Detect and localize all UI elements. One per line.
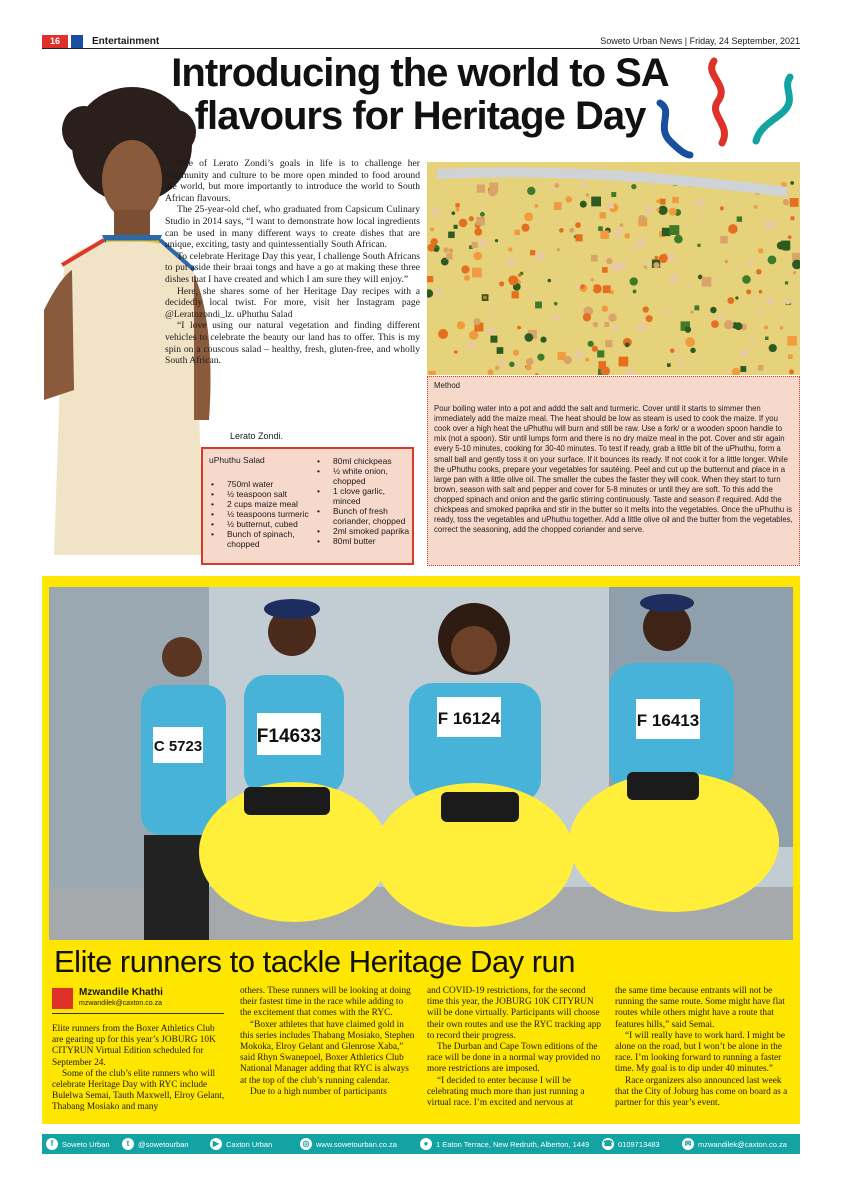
- youtube-icon: ▶: [210, 1138, 222, 1150]
- ingredients-column-1: [209, 479, 309, 549]
- feature-paragraph: Due to a high number of participants: [250, 1086, 387, 1097]
- author-rule: [52, 1013, 224, 1014]
- article-headline: Introducing the world to SA flavours for Heritage Day: [171, 51, 669, 138]
- intro-paragraph: The 25-year-old chef, who graduated from Capsicum Culinary Studio in 2014 says, “I want to demonstrate how local ingredients can be used in many different ways to create dishes that are unique, exciting, tasty and quintessentially South African.: [165, 204, 420, 251]
- race-bib: C 5723: [153, 738, 203, 755]
- method-title: Method: [434, 381, 461, 390]
- ingredients-box: [201, 447, 414, 565]
- runners-photo: [49, 587, 793, 940]
- race-bib: F 16413: [636, 711, 700, 730]
- feature-column-4: [615, 986, 793, 1109]
- footer-youtube[interactable]: [210, 1137, 272, 1151]
- feature-headline: Elite runners to tackle Heritage Day run: [54, 944, 576, 979]
- footer-twitter[interactable]: [122, 1137, 189, 1151]
- page-number: 16: [42, 35, 68, 48]
- portrait-caption: Lerato Zondi.: [230, 431, 284, 441]
- feature-column-2: [240, 986, 415, 1098]
- ingredient-item: • 2 cups maize meal: [209, 499, 309, 509]
- author-name: Mzwandile Khathi: [79, 987, 163, 998]
- intro-text: [165, 158, 420, 367]
- race-bib: F14633: [256, 726, 322, 747]
- ingredients-column-2: [315, 456, 413, 546]
- ingredient-item: • Bunch of spinach, chopped: [209, 529, 309, 549]
- feature-paragraph: The Durban and Cape Town editions of the race will be done in a normal way provided no more restrictions are imposed.: [427, 1042, 601, 1075]
- feature-paragraph: “Boxer athletes that have claimed gold in this series includes Thabang Mosiako, Stephen Mokoka, Elroy Gelant and Glenrose Xaba,” said Rhyn Swanepoel, Boxer Athletics Club National Manager adding that RYC is always at the top of the club’s running calendar.: [240, 1019, 415, 1086]
- email-label: mzwandilek@caxton.co.za: [698, 1139, 787, 1149]
- feature-paragraph: others. These runners will be looking at doing their fastest time in the race while adding to the excitement that comes with the RYC.: [240, 986, 411, 1019]
- phone-label: 0109713483: [618, 1139, 660, 1149]
- facebook-label: Soweto Urban: [62, 1139, 110, 1149]
- youtube-label: Caxton Urban: [226, 1139, 273, 1149]
- ingredient-item: • ½ teaspoons turmeric: [209, 509, 309, 519]
- footer-bar: [42, 1134, 800, 1154]
- website-label: www.sowetourban.co.za: [316, 1139, 397, 1149]
- ingredient-item: • ½ butternut, cubed: [209, 519, 309, 529]
- dateline: Soweto Urban News | Friday, 24 September, 2021: [600, 36, 800, 46]
- feature-paragraph: Some of the club’s elite runners who will celebrate Heritage Day with RYC include Bulelwa Semai, Tauth Maxwell, Elroy Gelant, Thabang Mosiako and many: [52, 1068, 225, 1113]
- feature-paragraph: and COVID-19 restrictions, for the second time this year, the JOBURG 10K CITYRUN will be done virtually. Participants will choose their own routes and use the RYC tracking app to record their progress.: [427, 986, 602, 1041]
- ingredient-item: • 80ml butter: [315, 536, 413, 546]
- twitter-label: @sowetourban: [138, 1139, 189, 1149]
- page-header: [42, 35, 800, 49]
- feature-paragraph: Race organizers also announced last week that the City of Joburg has come on board as a partner for this year’s event.: [615, 1075, 788, 1109]
- ingredient-item: • 1 clove garlic, minced: [315, 486, 413, 506]
- twitter-icon: t: [122, 1138, 134, 1150]
- method-text: Pour boiling water into a pot and addd the salt and turmeric. Cover until it starts to simmer then immediately add the maize meal. The heat should be low as steam is used to cook the maize. If you cook over a high heat the uPhuthu will burn and still be raw. Use a fork/ or a wooden spoon handle to mix (not a spoon). Stir until lumps form and there is no dry maize meal in the pot. Cover and stir again every 5-10 minutes, cooking for 30-40 minutes. To test if ready, grab a little bit of the uPhuthu, form a small ball and gently toss it on your surface. If it bounces its ready. If not cook it for a little longer. While the uPhuthu cooks, prepare your vegetables for sautéing. Peel and cut up the butternut and place in a large pan with a little olive oil. The smaller the cubes the faster they will cook. When they start to turn brown, season with salt and pepper and cover for 5-8 minutes or until they are soft. To this add the chopped spinach and onion and the garlic stirring continuously. Taste and season if required. Add the chickpeas and smoked paprika and stir in the butter so it melts into the vegetables. Once the uPhuthu is ready, toss the vegetables and uPhuthu together. Add a little olive oil and the butter from the vegetables, correct the seasoning, add the chopped coriander and serve.: [434, 404, 793, 535]
- ingredient-item: • Bunch of fresh coriander, chopped: [315, 506, 413, 526]
- address-label: 1 Eaton Terrace, New Redruth, Alberton, 1449: [436, 1139, 590, 1149]
- feature-paragraph: “I decided to enter because I will be celebrating much more than just running a virtual race. I’m excited and nervous at: [427, 1075, 585, 1109]
- section-label: Entertainment: [92, 36, 160, 47]
- intro-paragraph: To celebrate Heritage Day this year, I challenge South Africans to put aside their braai tongs and have a go at making these three dishes that I have created and which I am sure they will enjoy.”: [165, 250, 420, 285]
- intro-paragraph: “I love using our natural vegetation and finding different vehicles to celebrate the beauty our land has to offer. This is my spin on a couscous salad – healthy, fresh, gluten-free, and wholly South African.: [165, 320, 420, 367]
- ingredient-item: • 80ml chickpeas: [315, 456, 413, 466]
- ingredients-title: uPhuthu Salad: [209, 455, 265, 465]
- intro-paragraph: Here, she shares some of her Heritage Day recipes with a decidedly local twist. For more, visit her Instagram page @Leratozondi_lz. uPhuthu Salad: [165, 285, 420, 320]
- ingredient-item: • ½ teaspoon salt: [209, 489, 309, 499]
- ingredient-item: • ½ white onion, chopped: [315, 466, 413, 486]
- globe-icon: ◎: [300, 1138, 312, 1150]
- footer-website[interactable]: [300, 1137, 397, 1151]
- feature-paragraph: the same time because entrants will not be running the same route. Some might have flat routes while others might have a route that features hills,” said Semai.: [615, 986, 785, 1030]
- method-box: [427, 376, 800, 566]
- squiggle-decoration: [652, 55, 802, 160]
- facebook-icon: f: [46, 1138, 58, 1150]
- footer-email[interactable]: [682, 1137, 787, 1151]
- feature-paragraph: Elite runners from the Boxer Athletics Club are gearing up for this year’s JOBURG 10K CITYRUN Virtual Edition scheduled for September 24.: [52, 1024, 216, 1068]
- email-icon: ✉: [682, 1138, 694, 1150]
- header-blue-block: [71, 35, 83, 48]
- footer-facebook[interactable]: [46, 1137, 110, 1151]
- location-pin-icon: ●: [420, 1138, 432, 1150]
- footer-address: [420, 1137, 589, 1151]
- ingredient-item: • 750ml water: [209, 479, 309, 489]
- footer-phone[interactable]: [602, 1137, 660, 1151]
- food-photo: [427, 162, 800, 375]
- author-marker: [52, 988, 73, 1009]
- phone-icon: ☎: [603, 1139, 613, 1148]
- header-rule: [42, 48, 800, 49]
- intro-paragraph: One of Lerato Zondi’s goals in life is to challenge her community and culture to be more open minded to food around the world, but more importantly to introduce the world to South African flavours.: [165, 158, 420, 204]
- race-bib: F 16124: [437, 709, 501, 728]
- feature-column-1: [52, 1024, 227, 1114]
- feature-paragraph: “I will really have to work hard. I might be alone on the road, but I won’t be alone in the race. I’m looking forward to running a faster time. My goal is to dip under 40 minutes.”: [615, 1030, 786, 1075]
- author-email: mzwandilek@caxton.co.za: [79, 1000, 162, 1007]
- feature-column-3: [427, 986, 602, 1109]
- ingredient-item: • 2ml smoked paprika: [315, 526, 413, 536]
